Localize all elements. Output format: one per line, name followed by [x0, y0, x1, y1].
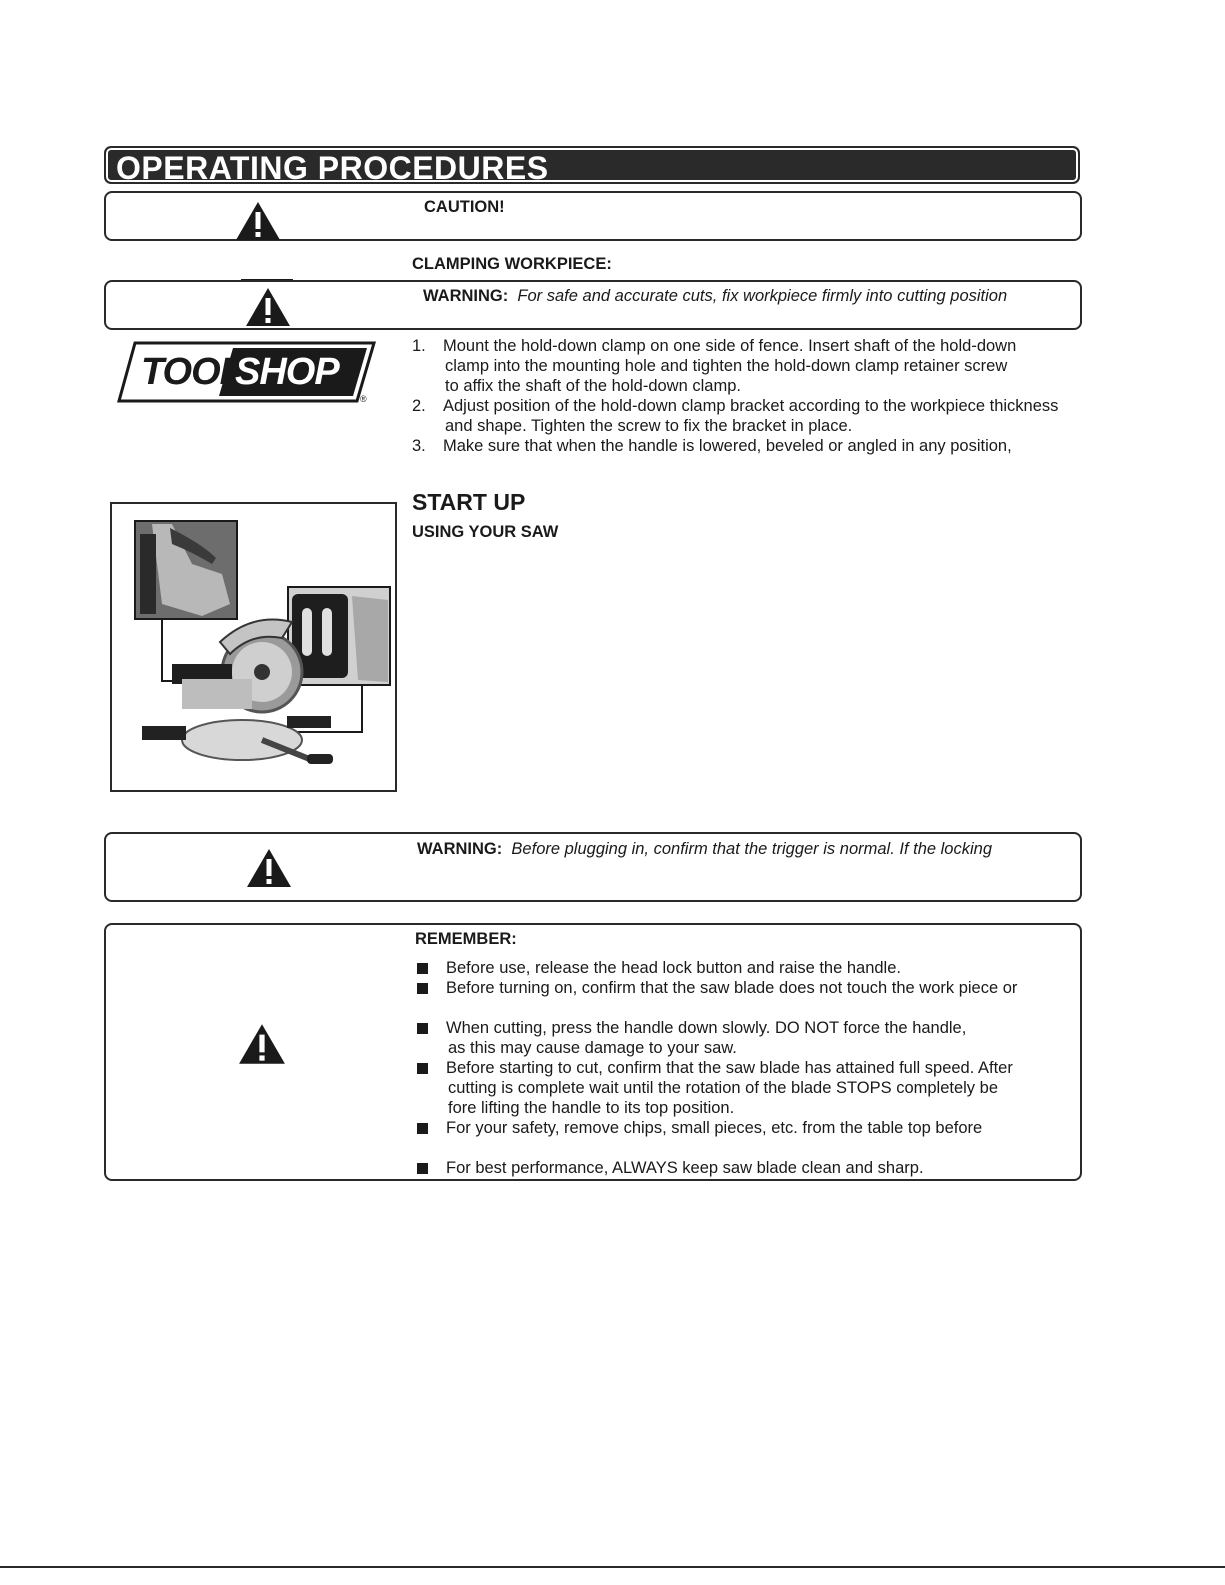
warning-text	[417, 839, 992, 859]
list-item: clamp into the mounting hole and tighten the hold-down clamp retainer screw	[445, 357, 1008, 375]
warning-triangle-icon	[245, 847, 293, 889]
warning-label: WARNING:	[417, 840, 503, 858]
warning-triangle-icon	[234, 200, 282, 242]
list-item: Adjust position of the hold-down clamp bracket according to the workpiece thickness	[443, 397, 1059, 415]
startup-heading: START UP	[412, 489, 526, 515]
warning-label: WARNING:	[423, 287, 509, 305]
caution-box	[104, 191, 1082, 241]
bullet-icon	[417, 983, 428, 994]
list-item: For your safety, remove chips, small pieces, etc. from the table top before	[446, 1119, 983, 1137]
list-item: as this may cause damage to your saw.	[448, 1039, 737, 1057]
registered-mark: ®	[360, 394, 367, 404]
list-item: to affix the shaft of the hold-down clamp.	[445, 377, 741, 395]
page-title: OPERATING PROCEDURES	[116, 150, 549, 186]
list-item: Mount the hold-down clamp on one side of fence. Insert shaft of the hold-down	[443, 337, 1017, 355]
warning-box-startup	[104, 832, 1082, 902]
footer-rule	[0, 1566, 1225, 1568]
bullet-icon	[417, 1163, 428, 1174]
logo-word-tool: TOOL	[141, 351, 242, 393]
warning-message: Before plugging in, confirm that the trigger is normal. If the locking	[511, 840, 993, 858]
bullet-icon	[417, 963, 428, 974]
list-item: Before use, release the head lock button and raise the handle.	[446, 959, 901, 977]
list-item: Before turning on, confirm that the saw blade does not touch the work piece or	[446, 979, 1018, 997]
warning-box-clamping	[104, 280, 1082, 330]
step-number: 1.	[412, 337, 426, 355]
bullet-icon	[417, 1023, 428, 1034]
list-item: fore lifting the handle to its top position.	[448, 1099, 735, 1117]
warning-text	[423, 286, 1007, 306]
remember-box	[104, 923, 1082, 1181]
section-header	[104, 146, 1080, 184]
step-number: 2.	[412, 397, 426, 415]
warning-triangle-icon	[244, 286, 292, 328]
clamping-heading: CLAMPING WORKPIECE:	[412, 255, 612, 273]
saw-photo	[110, 502, 397, 792]
list-item: Before starting to cut, confirm that the saw blade has attained full speed. After	[446, 1059, 1013, 1077]
step-number: 3.	[412, 437, 426, 455]
startup-subheading: USING YOUR SAW	[412, 523, 559, 541]
list-item: When cutting, press the handle down slowly. DO NOT force the handle,	[446, 1019, 967, 1037]
list-item: For best performance, ALWAYS keep saw blade clean and sharp.	[446, 1159, 924, 1177]
warning-triangle-icon	[237, 1022, 287, 1066]
logo-word-shop: SHOP	[235, 351, 339, 393]
list-item: and shape. Tighten the screw to fix the bracket in place.	[445, 417, 853, 435]
bullet-icon	[417, 1123, 428, 1134]
bullet-icon	[417, 1063, 428, 1074]
list-item: Make sure that when the handle is lowered, beveled or angled in any position,	[443, 437, 1012, 455]
list-item: cutting is complete wait until the rotation of the blade STOPS completely be	[448, 1079, 998, 1097]
caution-label: CAUTION!	[424, 198, 505, 216]
tool-shop-logo	[117, 340, 377, 406]
warning-message: For safe and accurate cuts, fix workpiece firmly into cutting position	[517, 287, 1008, 305]
remember-heading: REMEMBER:	[415, 930, 517, 948]
